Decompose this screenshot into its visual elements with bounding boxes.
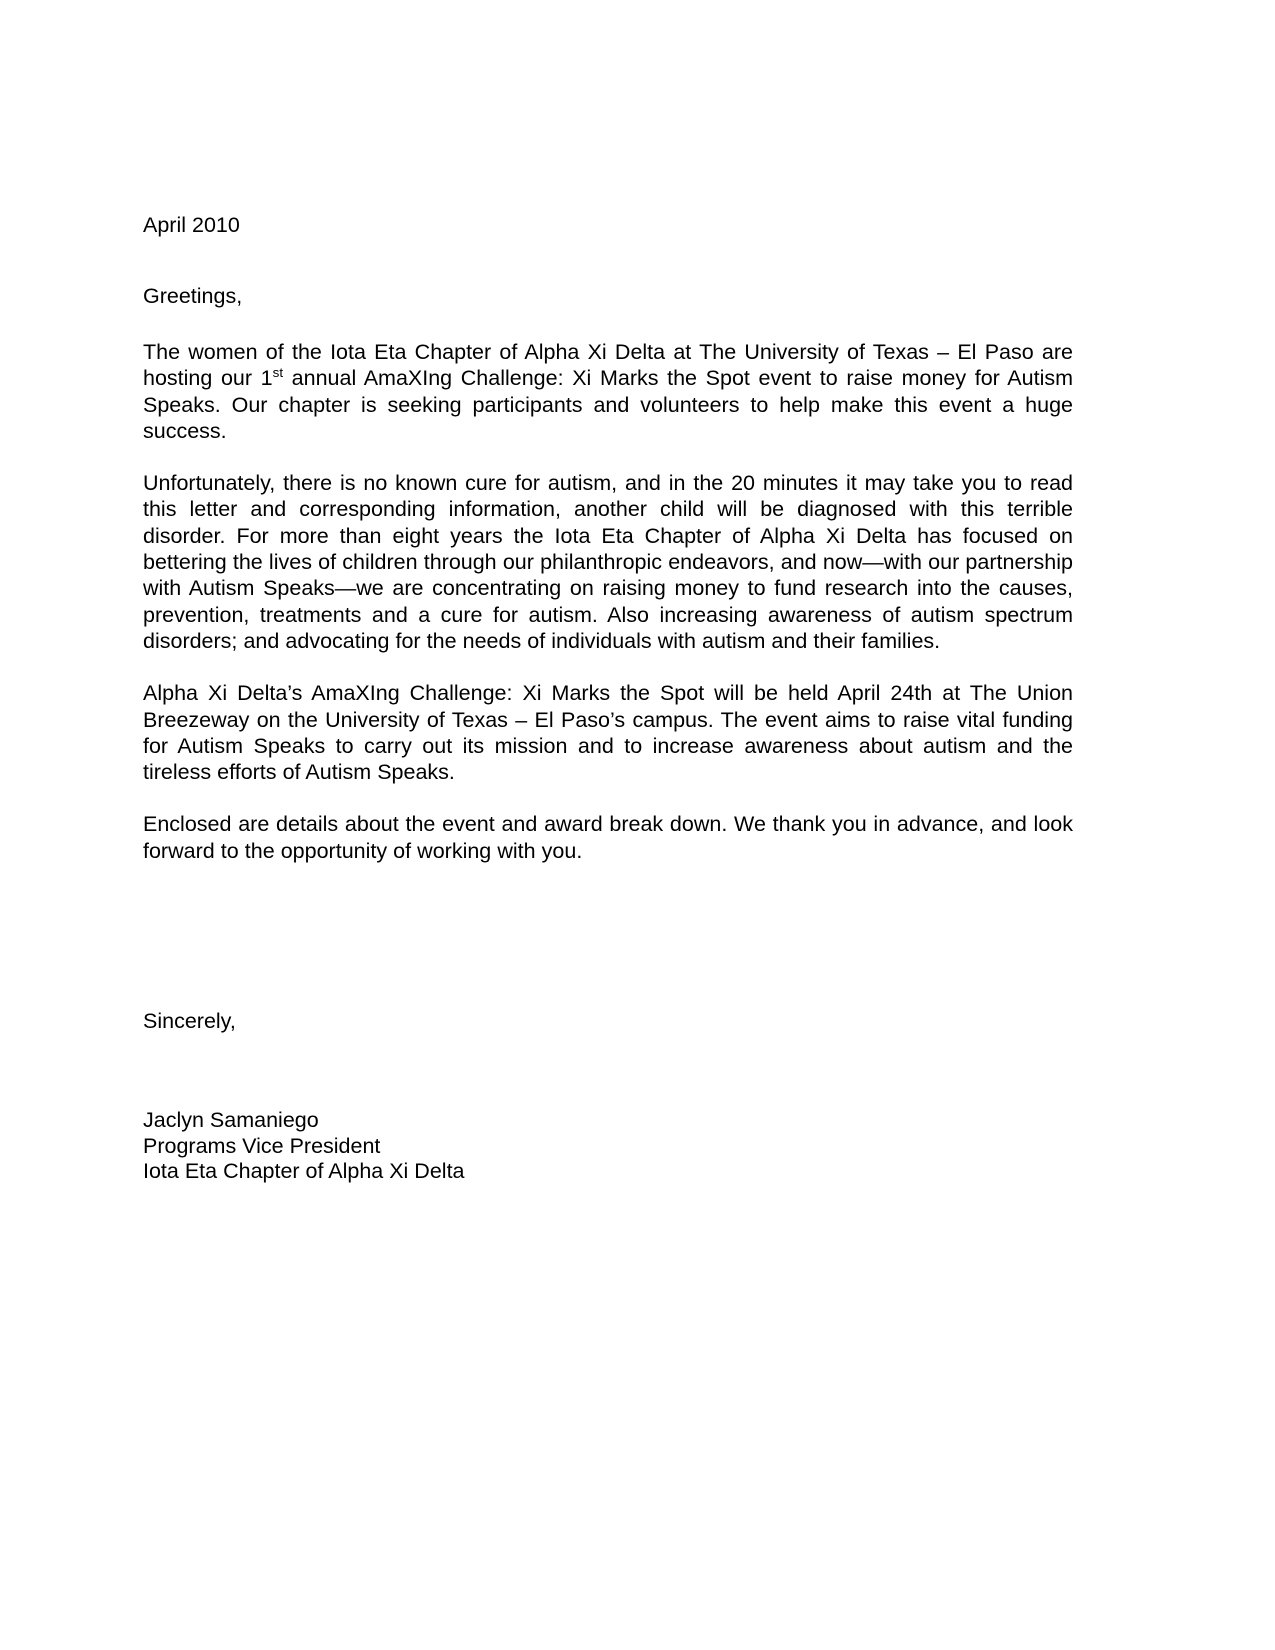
ordinal-suffix-superscript: st (272, 365, 284, 381)
paragraph-intro (143, 339, 1073, 444)
letter-date: April 2010 (143, 213, 240, 237)
paragraph-intro-part1: The women of the Iota Eta Chapter of Alpha Xi Delta at The University of Texas – El Paso are hosting our 1 (143, 340, 1073, 391)
spacer-signature (143, 1034, 1073, 1108)
letter-body (143, 212, 1073, 1185)
signature-name: Jaclyn Samaniego (143, 1108, 319, 1133)
letter-salutation: Greetings, (143, 284, 243, 308)
spacer-salutation (143, 309, 1073, 339)
signature-organization: Iota Eta Chapter of Alpha Xi Delta (143, 1159, 465, 1184)
spacer-date (143, 238, 1073, 283)
paragraph-intro-part2: annual AmaXIng Challenge: Xi Marks the Spot event to raise money for Autism Speaks. Our chapter is seeking participants and volunteers to help make this event a huge success. (143, 366, 1074, 443)
letter-closing: Sincerely, (143, 1009, 236, 1034)
signature-title: Programs Vice President (143, 1133, 381, 1158)
paragraph-awareness: Unfortunately, there is no known cure for autism, and in the 20 minutes it may take you to read this letter and corresponding information, another child will be diagnosed with this terrible disorder. For more than eight years the Iota Eta Chapter of Alpha Xi Delta has focused on bettering the lives of children through our philanthropic endeavors, and now—with our partnership with Autism Speaks—we are concentrating on raising money to fund research into the causes, prevention, treatments and a cure for autism. Also increasing awareness of autism spectrum disorders; and advocating for the needs of individuals with autism and their families. (143, 471, 1073, 653)
paragraph-enclosure: Enclosed are details about the event and award break down. We thank you in advance, and look forward to the opportunity of working with you. (143, 812, 1073, 863)
paragraph-event-details: Alpha Xi Delta’s AmaXIng Challenge: Xi Marks the Spot will be held April 24th at The Union Breezeway on the University of Texas – El Paso’s campus. The event aims to raise vital funding for Autism Speaks to carry out its mission and to increase awareness about autism and the tireless efforts of Autism Speaks. (143, 681, 1073, 785)
spacer-before-closing (143, 890, 1073, 1008)
